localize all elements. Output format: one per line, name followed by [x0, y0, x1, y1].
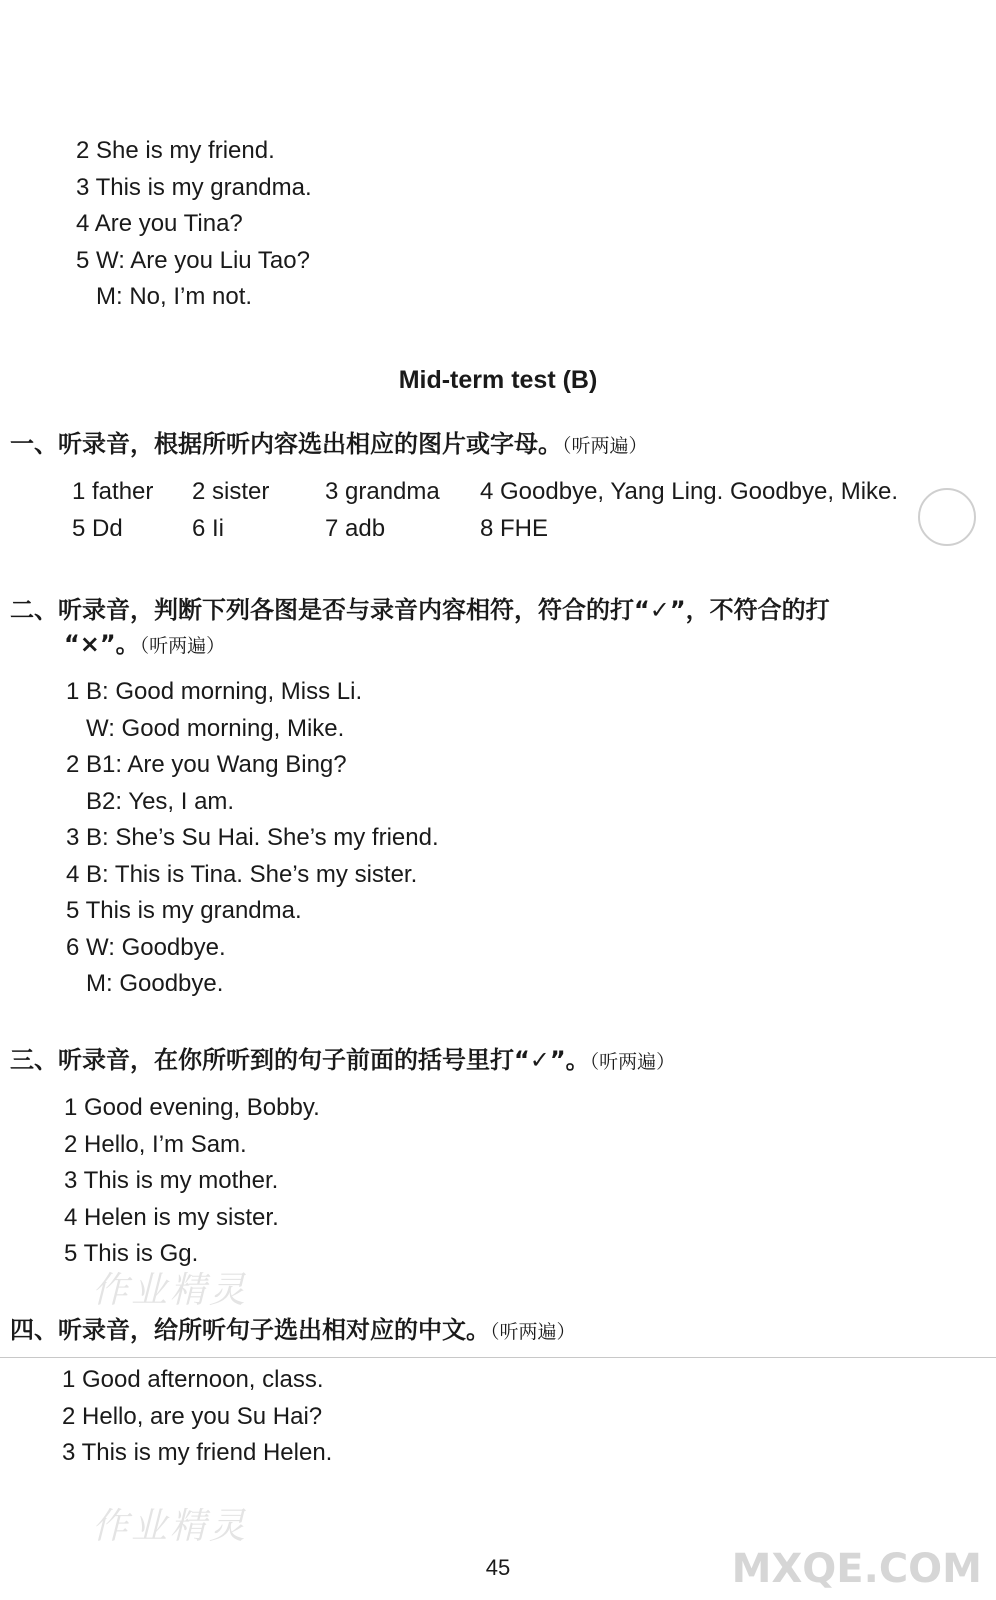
text-line: 5 This is my grandma.	[66, 897, 302, 924]
section-1-heading	[10, 424, 648, 459]
list-item: 5 Dd	[72, 515, 123, 542]
section-4-note: （听两遍）	[490, 1321, 576, 1343]
list-item: 3 grandma	[325, 478, 440, 505]
section-2-heading-cont	[64, 624, 225, 659]
text-line: 4 Are you Tina?	[76, 210, 243, 237]
section-3-heading-text: 三、听录音，在你所听到的句子前面的括号里打“✓”。	[10, 1046, 590, 1074]
section-3-note: （听两遍）	[589, 1051, 676, 1073]
text-line: 2 She is my friend.	[76, 137, 275, 164]
list-item: 4 Goodbye, Yang Ling. Goodbye, Mike.	[480, 478, 899, 505]
stamp-mark	[918, 488, 976, 546]
text-line: 1 B: Good morning, Miss Li.	[66, 678, 363, 705]
text-line: 3 This is my grandma.	[76, 173, 312, 201]
list-item: 8 FHE	[480, 515, 549, 542]
text-line: 3 B: She’s Su Hai. She’s my friend.	[66, 824, 439, 851]
text-line: 1 Good afternoon, class.	[62, 1366, 324, 1393]
divider-rule	[0, 1357, 996, 1358]
list-item: 2 sister	[192, 478, 270, 505]
section-4-heading	[10, 1310, 576, 1345]
section-3-heading	[10, 1040, 675, 1075]
text-line: 1 Good evening, Bobby.	[64, 1094, 320, 1121]
list-item: 7 adb	[325, 515, 386, 542]
section-2-heading	[10, 590, 830, 625]
top-dialogue-block	[76, 133, 312, 316]
section-2-note: （听两遍）	[139, 635, 226, 657]
section-1-heading-text: 一、听录音，根据所听内容选出相应的图片或字母。	[10, 430, 562, 458]
watermark-logo: MXQE.COM	[731, 1546, 982, 1592]
watermark-bottom: 作业精灵	[92, 1506, 249, 1547]
text-line: W: Good morning, Mike.	[86, 714, 345, 742]
text-line: M: No, I’m not.	[96, 283, 253, 310]
section-2-dialogues	[66, 674, 439, 1003]
text-line: 4 Helen is my sister.	[64, 1203, 279, 1231]
text-line: 2 B1: Are you Wang Bing?	[66, 751, 347, 778]
text-line: 2 Hello, are you Su Hai?	[62, 1402, 323, 1430]
watermark-mid: 作业精灵	[92, 1270, 249, 1311]
section-3-sentences	[64, 1090, 320, 1273]
text-line: M: Goodbye.	[86, 970, 224, 997]
section-2-heading-line2: “×”。	[64, 630, 140, 658]
section-1-note: （听两遍）	[562, 435, 648, 457]
list-item: 6 Ii	[192, 515, 225, 542]
text-line: 2 Hello, I’m Sam.	[64, 1130, 247, 1158]
section-4-sentences	[62, 1362, 332, 1472]
section-4-heading-text: 四、听录音，给所听句子选出相对应的中文。	[10, 1316, 490, 1344]
text-line: 5 This is Gg.	[64, 1240, 199, 1267]
test-title: Mid-term test (B)	[398, 366, 598, 394]
page-number: 45	[485, 1555, 511, 1580]
list-item: 1 father	[72, 478, 154, 505]
text-line: 3 This is my mother.	[64, 1167, 279, 1194]
section-2-heading-line1: 二、听录音，判断下列各图是否与录音内容相符，符合的打“✓”，不符合的打	[10, 596, 830, 624]
text-line: 4 B: This is Tina. She’s my sister.	[66, 860, 418, 888]
text-line: 6 W: Goodbye.	[66, 933, 226, 961]
text-line: B2: Yes, I am.	[86, 787, 235, 815]
text-line: 5 W: Are you Liu Tao?	[76, 246, 310, 274]
text-line: 3 This is my friend Helen.	[62, 1439, 333, 1466]
